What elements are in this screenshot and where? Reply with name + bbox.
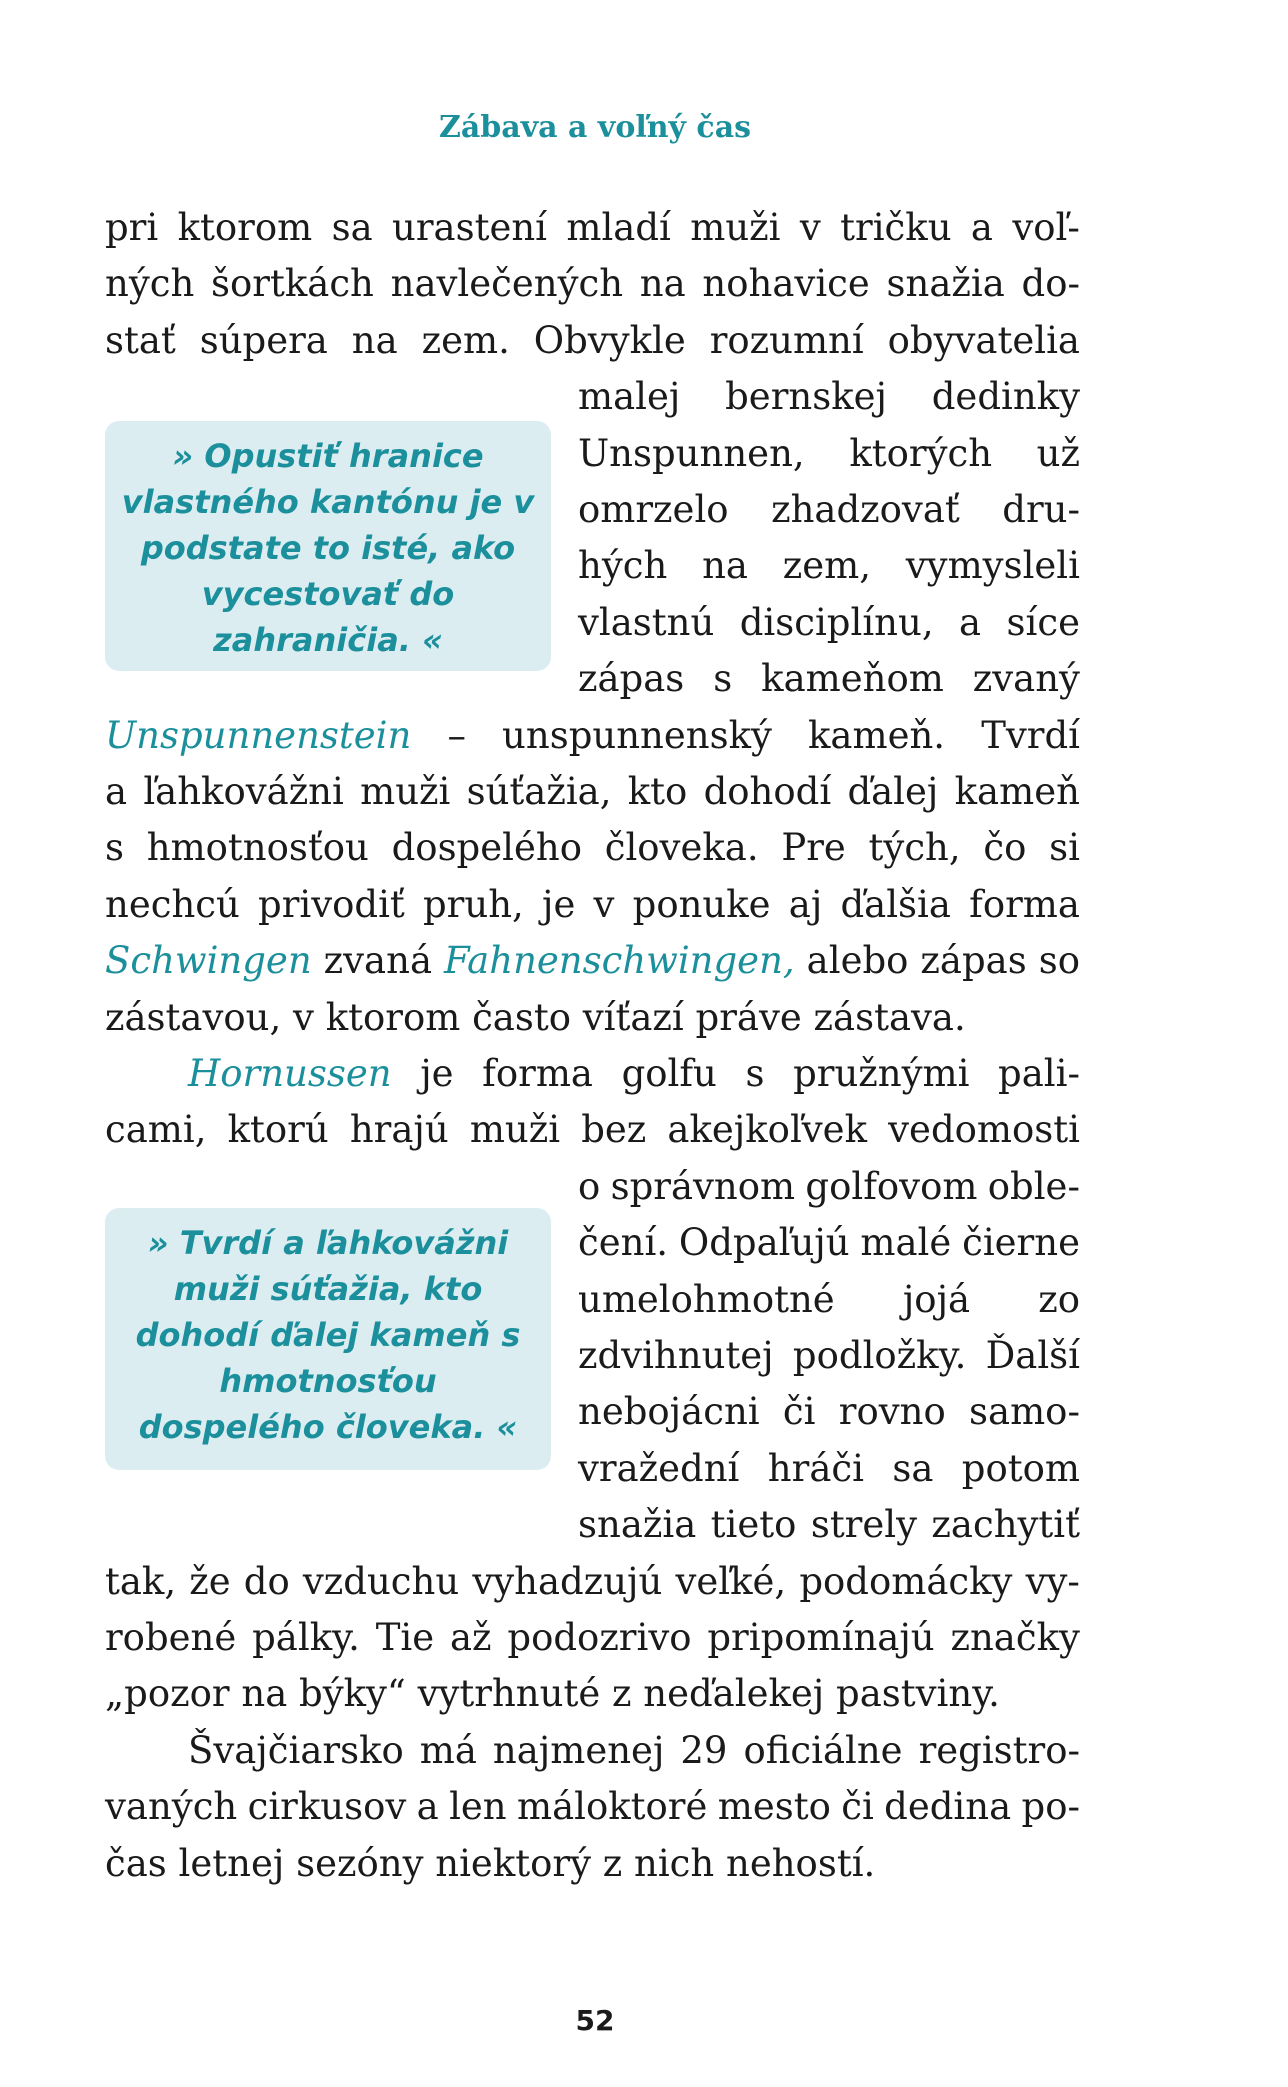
- word: Švajčiarsko: [188, 1728, 404, 1772]
- word: zo: [1038, 1277, 1080, 1321]
- word: omrzelo: [578, 488, 729, 531]
- text-line: [578, 426, 1080, 482]
- word: samo-: [969, 1390, 1080, 1434]
- word: pri: [105, 206, 159, 249]
- word: zem.: [421, 318, 510, 362]
- word: zápas: [920, 939, 1027, 983]
- word: robené: [105, 1616, 237, 1659]
- word: vytrhnuté: [417, 1672, 601, 1716]
- word: práve: [695, 995, 802, 1039]
- word: podložky.: [792, 1334, 967, 1377]
- word: kameň: [954, 770, 1080, 813]
- word: máloktoré: [516, 1785, 708, 1829]
- word: nechcú: [105, 882, 240, 926]
- word: oficiálne: [743, 1728, 903, 1772]
- word: muži: [360, 770, 451, 813]
- text-line: [578, 1441, 1080, 1497]
- text-line: [578, 1215, 1080, 1271]
- word: snažia: [886, 262, 1005, 306]
- word: býky“: [299, 1672, 406, 1716]
- word: muži: [690, 206, 781, 249]
- word: vzduchu: [302, 1559, 460, 1603]
- word: unspunnenský: [502, 713, 772, 757]
- word: rozumní: [709, 318, 864, 362]
- page-number: 52: [575, 2004, 615, 2037]
- text-line: [105, 933, 1080, 989]
- word: vymysleli: [905, 544, 1080, 588]
- word: zástava.: [813, 995, 966, 1039]
- word: až: [449, 1616, 492, 1659]
- word: nich: [634, 1841, 715, 1885]
- word: mladí: [566, 206, 671, 249]
- word: v: [799, 206, 821, 249]
- word: Tie: [375, 1616, 435, 1659]
- word: dedina: [884, 1785, 1012, 1829]
- word: zástavou,: [105, 995, 282, 1039]
- word: najmenej: [492, 1728, 665, 1772]
- word: Unspunnenstein: [105, 713, 412, 757]
- word: malej: [578, 375, 681, 419]
- word: stať: [105, 318, 176, 362]
- word: v: [593, 882, 615, 926]
- word: z: [602, 1841, 623, 1885]
- word: tak,: [105, 1559, 177, 1603]
- word: vražední: [578, 1446, 740, 1490]
- word: neďalekej: [643, 1672, 825, 1716]
- word: veľké,: [675, 1559, 787, 1603]
- text-line: [578, 482, 1080, 538]
- word: s: [745, 1052, 765, 1095]
- word: Tvrdí: [981, 713, 1080, 757]
- word: umelohmotné: [578, 1277, 835, 1321]
- text-line: [105, 200, 1080, 256]
- word: nohavice: [702, 262, 870, 306]
- word: Ďalší: [985, 1334, 1080, 1377]
- word: pálky.: [252, 1616, 360, 1659]
- word: a: [959, 600, 982, 644]
- word: zem,: [782, 544, 871, 588]
- word: zhadzovať: [771, 488, 960, 531]
- word: na: [639, 262, 686, 306]
- word: mesto: [717, 1785, 831, 1829]
- word: vyhadzujú: [472, 1559, 663, 1603]
- word: cirkusov: [247, 1785, 407, 1829]
- word: oble-: [987, 1164, 1080, 1208]
- word: má: [419, 1728, 477, 1772]
- word: voľ-: [1012, 206, 1080, 249]
- word: letnej: [178, 1841, 285, 1885]
- word: či: [841, 1785, 874, 1829]
- word: „pozor: [105, 1672, 230, 1716]
- word: na: [702, 544, 748, 588]
- text-line: [188, 1723, 1080, 1779]
- text-line: [105, 1779, 1080, 1835]
- word: tričku: [840, 206, 952, 249]
- word: alebo: [806, 939, 909, 983]
- word: ktorom: [325, 995, 461, 1039]
- text-line: [578, 1328, 1080, 1384]
- word: do: [243, 1559, 290, 1603]
- text-line: [105, 820, 1080, 876]
- word: v: [293, 995, 314, 1039]
- word: bez: [581, 1108, 647, 1152]
- word: Hornussen: [188, 1052, 392, 1095]
- word: či: [782, 1390, 816, 1434]
- word: ľahkovážni: [143, 770, 344, 813]
- pull-quote-1: » Opustiť hranice vlastného kantónu je v podstate to isté, ako vycestovať do zahraničia. «: [105, 421, 551, 671]
- text-line: [578, 538, 1080, 594]
- word: tieto: [710, 1503, 797, 1547]
- word: kameň.: [808, 713, 946, 757]
- text-line: [188, 1046, 1080, 1102]
- word: kto: [627, 770, 688, 813]
- text-line: [105, 1102, 1080, 1158]
- word: pripomínajú: [707, 1616, 935, 1659]
- word: golfu: [621, 1052, 717, 1095]
- word: forma: [482, 1052, 593, 1095]
- word: registro-: [918, 1728, 1080, 1772]
- word: Pre: [781, 826, 846, 870]
- word: zdvihnutej: [578, 1334, 774, 1377]
- word: súpera: [199, 318, 328, 362]
- word: podozrivo: [507, 1616, 692, 1659]
- word: dedinky: [931, 375, 1080, 419]
- word: dohodí: [703, 770, 832, 813]
- word: jojá: [902, 1277, 971, 1321]
- word: Schwingen: [105, 939, 312, 983]
- word: len: [449, 1785, 507, 1829]
- word: ných: [105, 262, 195, 306]
- word: už: [1036, 431, 1080, 475]
- word: cami,: [105, 1108, 207, 1152]
- word: správnom: [610, 1164, 796, 1208]
- word: podomácky: [799, 1559, 1013, 1603]
- text-line: [578, 651, 1080, 707]
- text-line: [105, 313, 1080, 369]
- word: značky: [950, 1616, 1080, 1659]
- word: dospelého: [391, 826, 582, 870]
- word: forma: [969, 882, 1080, 926]
- word: ďalej: [847, 770, 939, 813]
- text-line: [105, 1554, 1080, 1610]
- word: sezóny: [296, 1841, 424, 1885]
- word: súťažia,: [466, 770, 612, 813]
- word: pali-: [998, 1052, 1080, 1095]
- word: –: [447, 713, 466, 757]
- word: vlastnú: [578, 600, 715, 644]
- word: zápas: [578, 657, 685, 701]
- word: ktorú: [227, 1108, 329, 1152]
- word: snažia: [578, 1503, 697, 1547]
- word: s: [713, 657, 733, 701]
- word: o: [578, 1164, 601, 1208]
- word: privodiť: [258, 882, 405, 926]
- word: ďalšia: [840, 882, 951, 926]
- word: čo: [983, 826, 1027, 870]
- word: s: [105, 826, 124, 870]
- word: hrajú: [349, 1108, 449, 1152]
- text-line: [578, 1497, 1080, 1553]
- text-line: [105, 1666, 1080, 1722]
- word: Fahnenschwingen,: [444, 939, 795, 983]
- word: 29: [680, 1728, 728, 1772]
- word: že: [189, 1559, 231, 1603]
- word: golfovom: [805, 1164, 978, 1208]
- word: síce: [1006, 600, 1080, 644]
- word: nebojácni: [578, 1390, 760, 1434]
- word: navlečených: [390, 262, 624, 306]
- text-line: [105, 764, 1080, 820]
- word: disciplínu,: [739, 600, 934, 644]
- text-line: [105, 708, 1080, 764]
- word: je: [420, 1052, 454, 1095]
- text-line: [578, 1159, 1080, 1215]
- text-line: [105, 256, 1080, 312]
- word: zvaná: [323, 939, 433, 983]
- word: a: [970, 206, 993, 249]
- word: je: [541, 882, 576, 926]
- word: hých: [578, 544, 668, 588]
- word: dru-: [1002, 488, 1080, 531]
- word: čierne: [962, 1221, 1080, 1265]
- word: ktorých: [849, 431, 993, 475]
- word: čení.: [578, 1221, 669, 1265]
- word: kameňom: [761, 657, 944, 701]
- word: so: [1038, 939, 1080, 983]
- word: hráči: [767, 1446, 864, 1490]
- pull-quote-2: » Tvrdí a ľahkovážni muži súťažia, kto dohodí ďalej kameň s hmotnosťou dospelého človeka. «: [105, 1208, 551, 1470]
- word: ponuke: [632, 882, 771, 926]
- word: zachytiť: [931, 1503, 1080, 1547]
- word: po-: [1021, 1785, 1080, 1829]
- word: šortkách: [211, 262, 374, 306]
- word: ktorom: [177, 206, 313, 249]
- word: na: [241, 1672, 288, 1716]
- word: muži: [469, 1108, 561, 1152]
- word: z: [612, 1672, 632, 1716]
- text-line: [578, 1384, 1080, 1440]
- word: bernskej: [725, 375, 887, 419]
- word: Unspunnen,: [578, 431, 805, 475]
- word: často: [472, 995, 571, 1039]
- word: malé: [860, 1221, 952, 1265]
- word: aj: [788, 882, 823, 926]
- word: pruh,: [423, 882, 524, 926]
- text-line: [578, 369, 1080, 425]
- text-line: [105, 990, 1080, 1046]
- word: potom: [961, 1446, 1080, 1490]
- word: akejkoľvek: [667, 1108, 868, 1152]
- word: strely: [810, 1503, 918, 1547]
- word: víťazí: [582, 995, 684, 1039]
- running-header: Zábava a voľný čas: [438, 110, 752, 145]
- text-line: [105, 1610, 1080, 1666]
- word: sa: [331, 206, 373, 249]
- text-line: [105, 1836, 1080, 1892]
- text-line: [105, 877, 1080, 933]
- word: tých,: [868, 826, 961, 870]
- word: človeka.: [604, 826, 759, 870]
- word: vy-: [1025, 1559, 1080, 1603]
- word: a: [105, 770, 128, 813]
- word: Odpaľujú: [678, 1221, 850, 1265]
- word: pružnými: [793, 1052, 970, 1095]
- word: a: [416, 1785, 439, 1829]
- word: hmotnosťou: [146, 826, 369, 870]
- text-line: [578, 1272, 1080, 1328]
- word: zvaný: [972, 657, 1080, 701]
- word: urastení: [392, 206, 548, 249]
- word: obyvatelia: [887, 318, 1080, 362]
- word: sa: [892, 1446, 934, 1490]
- text-line: [578, 595, 1080, 651]
- word: pastviny.: [836, 1672, 1000, 1716]
- word: vaných: [105, 1785, 238, 1829]
- word: nehostí.: [726, 1841, 876, 1885]
- word: niektorý: [435, 1841, 591, 1885]
- word: Obvykle: [533, 318, 686, 362]
- word: si: [1049, 826, 1080, 870]
- word: vedomosti: [888, 1108, 1080, 1152]
- word: rovno: [838, 1390, 946, 1434]
- word: do-: [1021, 262, 1080, 306]
- word: na: [351, 318, 398, 362]
- word: čas: [105, 1841, 167, 1885]
